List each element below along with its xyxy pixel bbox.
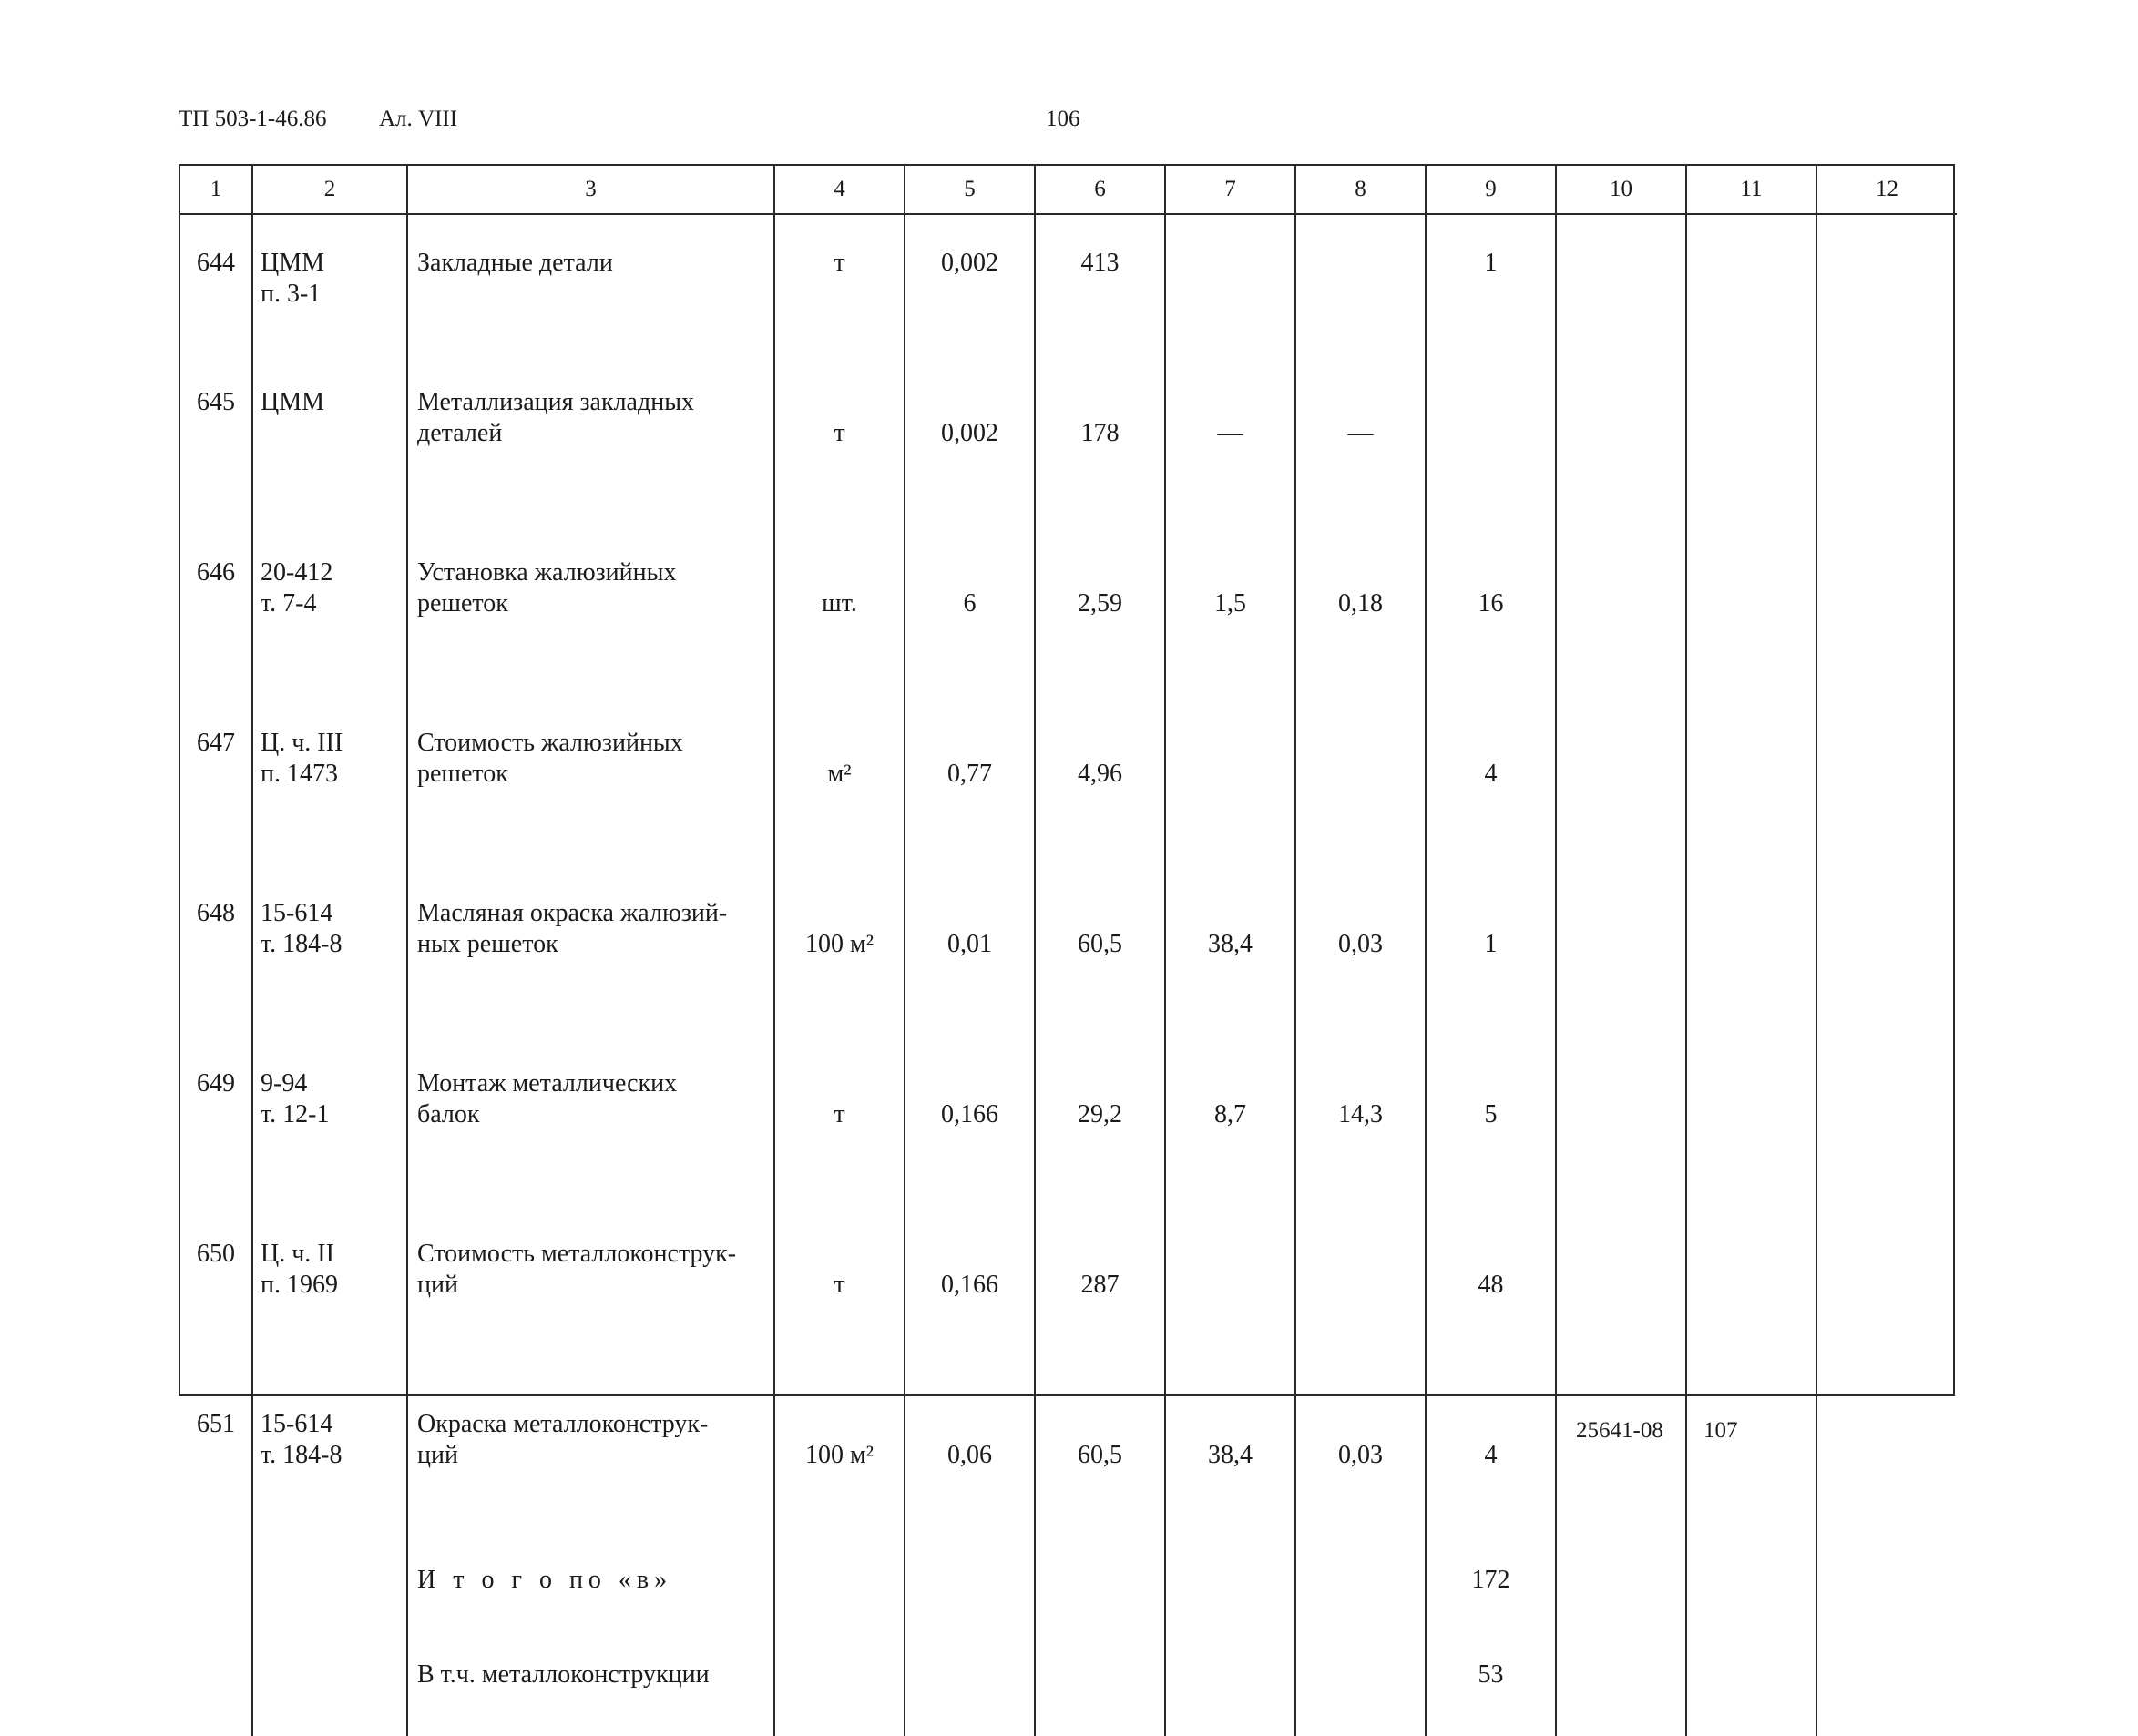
norm-code-line: ЦММ — [261, 249, 325, 277]
work-name — [407, 695, 774, 865]
quantity: 0,166 — [905, 1036, 1035, 1206]
work-name-line: решеток — [417, 760, 508, 788]
col8-value: 0,18 — [1295, 525, 1426, 695]
norm-code — [252, 354, 407, 525]
norm-code-line: п. 1969 — [261, 1271, 338, 1299]
album-number: Ал. VIII — [379, 107, 458, 131]
norm-code — [252, 214, 407, 354]
column-header: 10 — [1556, 166, 1686, 214]
work-name-line: Закладные детали — [417, 249, 613, 277]
norm-code-line: т. 7-4 — [261, 589, 317, 618]
column-header: 2 — [252, 166, 407, 214]
unit: т — [774, 354, 905, 525]
col10-value — [1556, 1206, 1686, 1376]
footer-code: 25641-08 — [1576, 1418, 1663, 1443]
col10-value — [1556, 865, 1686, 1036]
unit: м² — [774, 695, 905, 865]
work-name-line: решеток — [417, 589, 508, 618]
col12-value — [1816, 695, 1957, 865]
total-cost: 5 — [1426, 1036, 1556, 1206]
table-row — [180, 1036, 1957, 1206]
column-header: 3 — [407, 166, 774, 214]
subtotal-value: 53 — [1426, 1641, 1556, 1736]
col11-value — [1686, 695, 1816, 865]
row-number: 648 — [197, 899, 235, 927]
row-number: 646 — [197, 558, 235, 587]
col7-value: 38,4 — [1165, 1376, 1295, 1547]
norm-code-line: 15-614 — [261, 1410, 333, 1438]
norm-code-line: ЦММ — [261, 388, 325, 416]
column-header: 11 — [1686, 166, 1816, 214]
norm-code-line: 9-94 — [261, 1069, 308, 1098]
col10-value — [1556, 1376, 1686, 1547]
col8-value: 0,03 — [1295, 1376, 1426, 1547]
norm-code-line: п. 1473 — [261, 760, 338, 788]
work-name — [407, 865, 774, 1036]
work-name-line: Окраска металлоконструк- — [417, 1410, 709, 1438]
work-name-line: Стоимость металлоконструк- — [417, 1240, 737, 1268]
col7-value — [1165, 1206, 1295, 1376]
column-header: 6 — [1035, 166, 1165, 214]
col7-value: 8,7 — [1165, 1036, 1295, 1206]
work-name-line: Масляная окраска жалюзий- — [417, 899, 728, 927]
unit-price: 60,5 — [1035, 865, 1165, 1036]
unit-price: 4,96 — [1035, 695, 1165, 865]
quantity: 6 — [905, 525, 1035, 695]
column-header: 1 — [180, 166, 252, 214]
row-number: 649 — [197, 1069, 235, 1098]
work-name-line: ций — [417, 1271, 458, 1299]
unit-price: 287 — [1035, 1206, 1165, 1376]
column-header: 5 — [905, 166, 1035, 214]
table-row — [180, 214, 1957, 354]
col11-value — [1686, 1036, 1816, 1206]
unit: 100 м² — [774, 865, 905, 1036]
page-number: 106 — [1046, 107, 1080, 131]
col12-value — [1816, 354, 1957, 525]
col12-value — [1816, 525, 1957, 695]
unit: т — [774, 1036, 905, 1206]
subtotal-row — [180, 1641, 1957, 1736]
quantity: 0,77 — [905, 695, 1035, 865]
table-row — [180, 695, 1957, 865]
col12-value — [1816, 1036, 1957, 1206]
norm-code-line: 15-614 — [261, 899, 333, 927]
col8-value — [1295, 1206, 1426, 1376]
work-name-line: Металлизация закладных — [417, 388, 695, 416]
total-label-text: И т о г о по «в» — [417, 1566, 673, 1594]
col12-value — [1816, 1376, 1957, 1547]
col10-value — [1556, 1036, 1686, 1206]
col7-value — [1165, 214, 1295, 354]
total-label — [407, 1547, 774, 1641]
col11-value — [1686, 1206, 1816, 1376]
quantity: 0,002 — [905, 354, 1035, 525]
table-row — [180, 525, 1957, 695]
col12-value — [1816, 214, 1957, 354]
total-value: 172 — [1426, 1547, 1556, 1641]
col10-value — [1556, 525, 1686, 695]
unit-price: 413 — [1035, 214, 1165, 354]
table-row — [180, 354, 1957, 525]
norm-code-line: т. 184-8 — [261, 930, 343, 958]
row-number: 645 — [197, 388, 235, 416]
col10-value — [1556, 695, 1686, 865]
column-header: 12 — [1816, 166, 1957, 214]
norm-code — [252, 525, 407, 695]
norm-code — [252, 1206, 407, 1376]
column-header: 4 — [774, 166, 905, 214]
col8-value: 14,3 — [1295, 1036, 1426, 1206]
row-number: 651 — [197, 1410, 235, 1438]
unit: шт. — [774, 525, 905, 695]
work-name — [407, 1206, 774, 1376]
work-name-line: Стоимость жалюзийных — [417, 729, 683, 757]
quantity: 0,002 — [905, 214, 1035, 354]
column-header: 8 — [1295, 166, 1426, 214]
col10-value — [1556, 214, 1686, 354]
unit: 100 м² — [774, 1376, 905, 1547]
footer-page-number: 107 — [1703, 1418, 1738, 1443]
table-row — [180, 865, 1957, 1036]
unit: т — [774, 1206, 905, 1376]
subtotal-label: В т.ч. металлоконструкции — [407, 1641, 774, 1736]
row-number: 644 — [197, 249, 235, 277]
norm-code — [252, 1036, 407, 1206]
norm-code-line: Ц. ч. III — [261, 729, 343, 757]
col8-value: — — [1295, 354, 1426, 525]
norm-code-line: 20-412 — [261, 558, 333, 587]
total-cost: 4 — [1426, 695, 1556, 865]
quantity: 0,166 — [905, 1206, 1035, 1376]
total-row — [180, 1547, 1957, 1641]
col7-value: 1,5 — [1165, 525, 1295, 695]
total-cost: 4 — [1426, 1376, 1556, 1547]
norm-code — [252, 695, 407, 865]
col11-value — [1686, 354, 1816, 525]
total-cost: 16 — [1426, 525, 1556, 695]
total-cost — [1426, 354, 1556, 525]
column-header: 9 — [1426, 166, 1556, 214]
work-name — [407, 1376, 774, 1547]
row-number: 647 — [197, 729, 235, 757]
column-header-row — [180, 166, 1957, 214]
table-row — [180, 1206, 1957, 1376]
unit-price: 29,2 — [1035, 1036, 1165, 1206]
norm-code-line: т. 12-1 — [261, 1100, 330, 1128]
document-code: ТП 503-1-46.86 — [179, 107, 327, 131]
quantity: 0,01 — [905, 865, 1035, 1036]
norm-code — [252, 1376, 407, 1547]
col7-value: 38,4 — [1165, 865, 1295, 1036]
norm-code-line: п. 3-1 — [261, 280, 322, 308]
col11-value — [1686, 865, 1816, 1036]
col8-value: 0,03 — [1295, 865, 1426, 1036]
total-cost: 1 — [1426, 214, 1556, 354]
col11-value — [1686, 525, 1816, 695]
col8-value — [1295, 214, 1426, 354]
work-name-line: Установка жалюзийных — [417, 558, 677, 587]
unit-price: 178 — [1035, 354, 1165, 525]
col8-value — [1295, 695, 1426, 865]
work-name-line: ций — [417, 1441, 458, 1469]
total-cost: 1 — [1426, 865, 1556, 1036]
unit: т — [774, 214, 905, 354]
work-name-line: деталей — [417, 419, 503, 447]
table-row — [180, 1376, 1957, 1547]
work-name-line: Монтаж металлических — [417, 1069, 678, 1098]
col11-value — [1686, 1376, 1816, 1547]
col7-value — [1165, 695, 1295, 865]
row-number: 650 — [197, 1240, 235, 1268]
norm-code-line: Ц. ч. II — [261, 1240, 334, 1268]
work-name — [407, 354, 774, 525]
col11-value — [1686, 214, 1816, 354]
work-name-line: балок — [417, 1100, 480, 1128]
col7-value: — — [1165, 354, 1295, 525]
unit-price: 60,5 — [1035, 1376, 1165, 1547]
col12-value — [1816, 1206, 1957, 1376]
quantity: 0,06 — [905, 1376, 1035, 1547]
work-name — [407, 525, 774, 695]
table-body — [180, 214, 1957, 1736]
work-name-line: ных решеток — [417, 930, 558, 958]
norm-code-line: т. 184-8 — [261, 1441, 343, 1469]
work-name — [407, 1036, 774, 1206]
work-name — [407, 214, 774, 354]
unit-price: 2,59 — [1035, 525, 1165, 695]
norm-code — [252, 865, 407, 1036]
col10-value — [1556, 354, 1686, 525]
column-header: 7 — [1165, 166, 1295, 214]
col12-value — [1816, 865, 1957, 1036]
total-cost: 48 — [1426, 1206, 1556, 1376]
